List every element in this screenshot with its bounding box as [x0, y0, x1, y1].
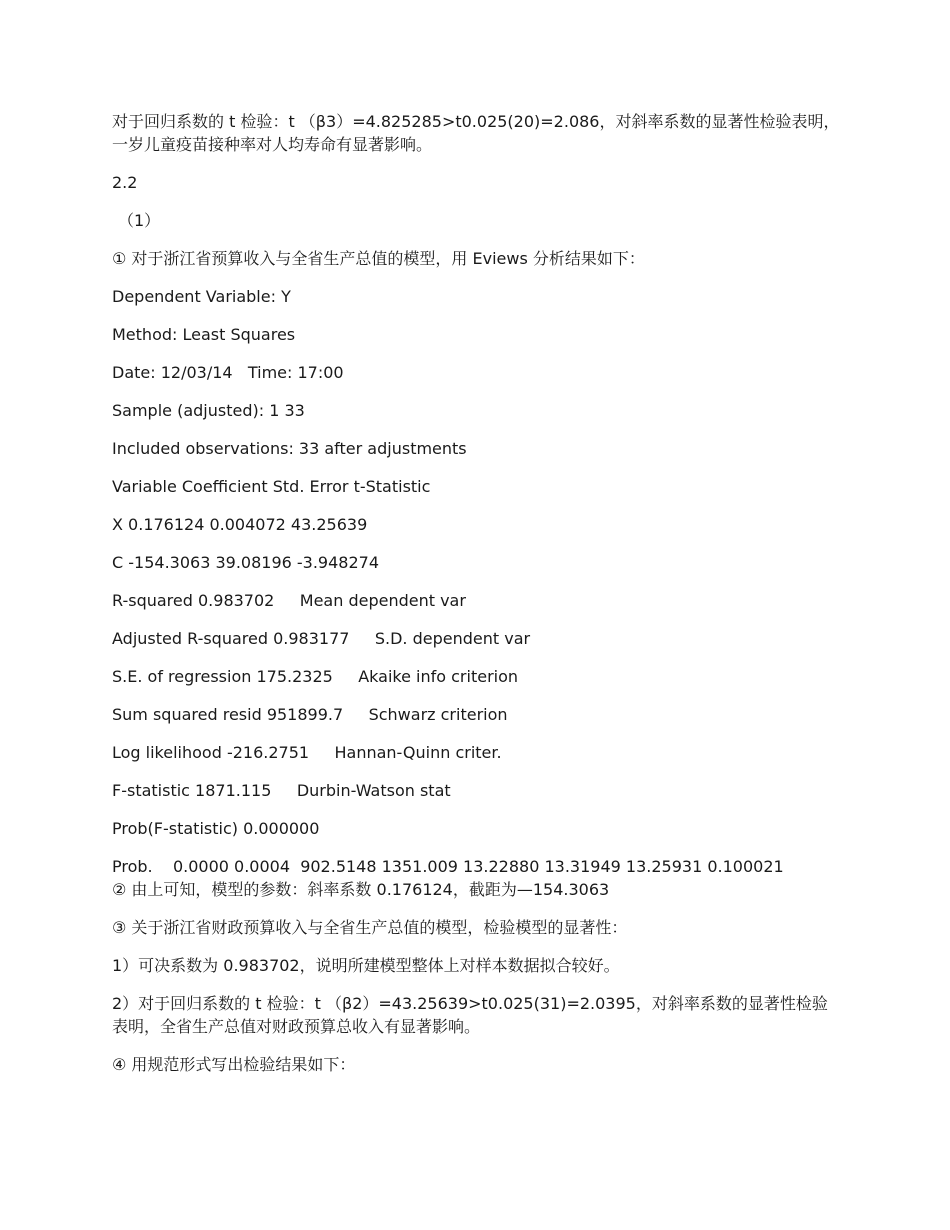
section-heading-2-2: 2.2 [112, 173, 138, 192]
output-sample: Sample (adjusted): 1 33 [112, 401, 305, 420]
output-date-time: Date: 12/03/14 Time: 17:00 [112, 363, 344, 382]
output-method: Method: Least Squares [112, 325, 296, 344]
subsection-label-1: （1） [118, 211, 161, 230]
paragraph-significance-intro: ③ 关于浙江省财政预算收入与全省生产总值的模型，检验模型的显著性： [112, 918, 628, 937]
paragraph-t-test-beta2: 2）对于回归系数的 t 检验：t （β2）=43.25639>t0.025(31)=2.0395，对斜率系数的显著性检验表明，全省生产总值对财政预算总收入有显著影响。 [112, 994, 828, 1036]
output-sum-squared-resid: Sum squared resid 951899.7 Schwarz criterion [112, 705, 508, 724]
document-page [112, 110, 842, 1091]
output-dependent-variable: Dependent Variable: Y [112, 287, 291, 306]
output-adjusted-r-squared: Adjusted R-squared 0.983177 S.D. dependent var [112, 629, 531, 648]
output-prob-values: Prob. 0.0000 0.0004 902.5148 1351.009 13.22880 13.31949 13.25931 0.100021 [112, 857, 784, 876]
output-f-statistic: F-statistic 1871.115 Durbin-Watson stat [112, 781, 451, 800]
output-log-likelihood: Log likelihood -216.2751 Hannan-Quinn criter. [112, 743, 502, 762]
paragraph-standard-form: ④ 用规范形式写出检验结果如下： [112, 1055, 356, 1074]
output-row-c: C -154.3063 39.08196 -3.948274 [112, 553, 380, 572]
paragraph-coefficient-determination: 1）可决系数为 0.983702，说明所建模型整体上对样本数据拟合较好。 [112, 956, 620, 975]
paragraph-parameters: ② 由上可知，模型的参数：斜率系数 0.176124，截距为—154.3063 [112, 880, 610, 899]
paragraph-t-test-beta3: 对于回归系数的 t 检验：t （β3）=4.825285>t0.025(20)=2.086，对斜率系数的显著性检验表明，一岁儿童疫苗接种率对人均寿命有显著影响。 [112, 112, 840, 154]
paragraph-eviews-intro: ① 对于浙江省预算收入与全省生产总值的模型，用 Eviews 分析结果如下： [112, 249, 645, 268]
output-table-header: Variable Coefficient Std. Error t-Statistic [112, 477, 431, 496]
output-r-squared: R-squared 0.983702 Mean dependent var [112, 591, 466, 610]
output-se-regression: S.E. of regression 175.2325 Akaike info criterion [112, 667, 519, 686]
output-observations: Included observations: 33 after adjustments [112, 439, 467, 458]
output-row-x: X 0.176124 0.004072 43.25639 [112, 515, 368, 534]
output-prob-f-statistic: Prob(F-statistic) 0.000000 [112, 819, 320, 838]
